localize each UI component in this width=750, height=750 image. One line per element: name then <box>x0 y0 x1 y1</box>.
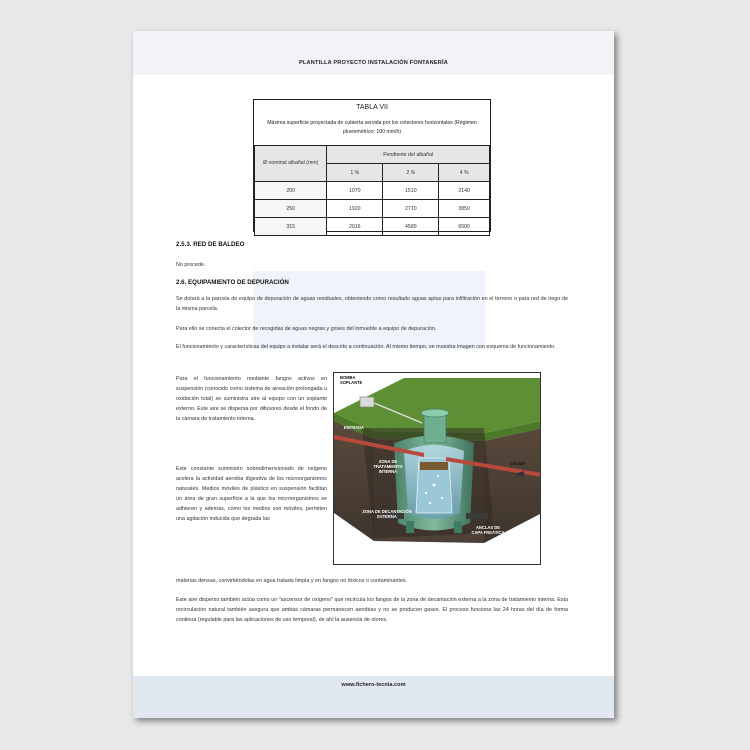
treatment-plant-illustration <box>333 372 541 565</box>
label-salida: SALIDA <box>510 461 526 466</box>
paragraph: Para ello se conecta el colector de recogidas de aguas negras y grises del inmueble a equipo de depuración. <box>176 326 437 332</box>
table-vii <box>253 99 491 232</box>
table-cell: 2710 <box>383 200 439 218</box>
table-grid <box>254 145 490 236</box>
label-entrada: ENTRADA <box>344 425 365 430</box>
table-cell: 6500 <box>439 218 490 236</box>
table-row <box>255 218 490 236</box>
slope-header: 4 % <box>439 164 490 182</box>
section-text-baldeo: No procede. <box>176 262 206 268</box>
paragraph-continuation: materias densas, convirtiéndolas en agua tratada limpia y en fangos no tóxicos o contaminantes. <box>176 578 408 584</box>
table-cell: 2016 <box>327 218 383 236</box>
slope-header: 2 % <box>383 164 439 182</box>
paragraph: Este constante suministro sobredimensionado de oxígeno acelera la actividad aerobia digestiva de los microorganismos naturales. Medios móviles de plástico en suspensión facilitan un área de gran superficie a la que los microorganismos se adhieren y además, como los medios son móviles, permiten una agitación inducida que degrada las <box>176 466 327 522</box>
paragraph: Este aire disperso también actúa como un "ascensor de oxígeno" que recircula los fangos de la zona de decantación externa a la zona de tratamiento interna. Esta recirculación natural también asegura que ambas cámaras permanecen aerobias y no se producen gases. El proceso funciona las 24 horas del día de forma continua (regulable para las aplicaciones de uso temporal), de ahí la ausencia de olores. <box>176 597 568 623</box>
label-difusores: DIFUSORES DE AIRE <box>369 551 411 556</box>
section-heading-depuracion: 2.6. EQUIPAMIENTO DE DEPURACIÓN <box>176 279 289 286</box>
table-cell: 250 <box>255 200 327 218</box>
table-row <box>255 182 490 200</box>
col-group-slope: Pendiente del albañal <box>327 146 490 164</box>
table-cell: 4589 <box>383 218 439 236</box>
label-zona-tratamiento: ZONA DE TRATAMIENTO INTERNA <box>373 459 403 474</box>
label-zona-decantacion: ZONA DE DECANTACIÓN EXTERNA <box>362 509 412 519</box>
illustration-drawing <box>334 373 541 565</box>
table-cell: 1510 <box>383 182 439 200</box>
table-title: TABLA VII <box>356 104 388 111</box>
col-header-diameter: Ø nominal albañal (mm) <box>255 146 327 182</box>
table-cell: 1070 <box>327 182 383 200</box>
table-cell: 2140 <box>439 182 490 200</box>
label-anclas: ANCLAS DE CAPA FREÁTICA <box>471 525 505 535</box>
table-row <box>255 200 490 218</box>
table-subtitle: Máxima superficie proyectada de cubierta servida por los colectores horizontales (Régimen pluviométrico: 100 mm/h) <box>267 120 477 135</box>
page-header-title: PLANTILLA PROYECTO INSTALACIÓN FONTANERÍA <box>298 60 449 66</box>
table-cell: 3850 <box>439 200 490 218</box>
slope-header: 1 % <box>327 164 383 182</box>
section-heading-baldeo: 2.5.3. RED DE BALDEO <box>176 241 245 248</box>
table-cell: 1920 <box>327 200 383 218</box>
paragraph: Para el funcionamiento mediante fangos activos en suspensión (conocido como sistema de aireación prolongada u oxidación total) se suministra aire al equipo con un soplante externo. Este aire se dispersa por difusores desde el fondo de la cámara de tratamiento interna. <box>176 376 327 422</box>
table-cell: 315 <box>255 218 327 236</box>
label-bomba-soplante: BOMBA SOPLANTE <box>340 375 363 385</box>
paragraph: Se dotará a la parcela de equipo de depuración de aguas residuales, obteniendo como resultado aguas aptas para infiltración en el terreno o para red de riego de la misma parcela. <box>176 296 568 312</box>
table-cell: 200 <box>255 182 327 200</box>
header-band <box>133 31 614 75</box>
document-page <box>133 31 614 718</box>
paragraph: El funcionamiento y características del equipo a instalar será el descrito a continuación. Al mismo tiempo, se muestra imagen con esquema de funcionamiento. <box>176 344 556 350</box>
footer-url: www.fichero-tecnia.com <box>341 682 406 688</box>
